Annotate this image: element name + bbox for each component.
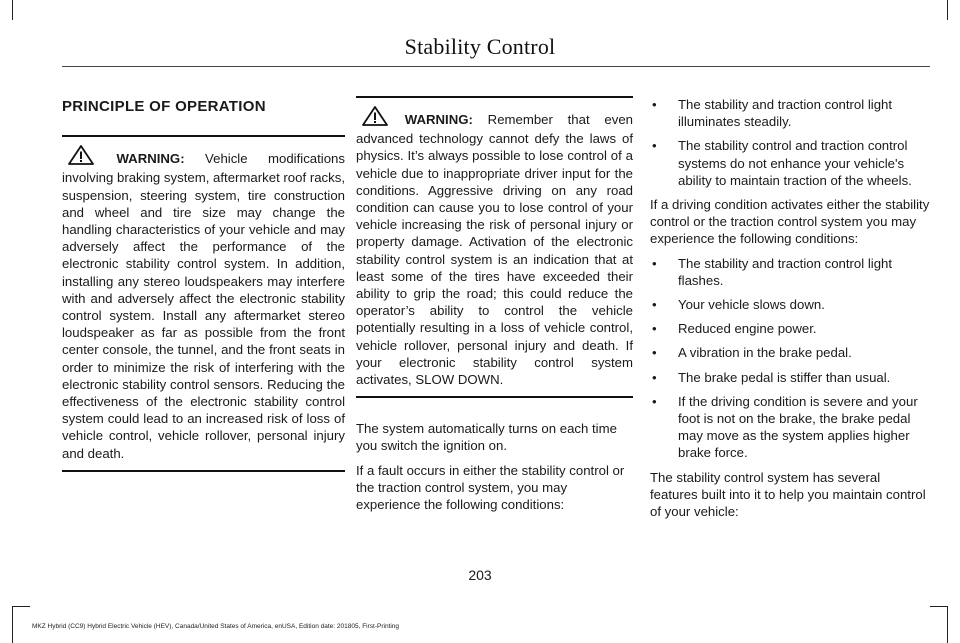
warning-label: WARNING: — [404, 112, 473, 127]
activation-conditions-list — [650, 255, 930, 462]
warning-triangle-icon — [68, 145, 94, 169]
column-3 — [650, 96, 930, 527]
warning-box-vehicle-modifications — [62, 135, 345, 472]
list-item: • The stability control and traction control systems do not enhance your vehicle's ability to maintain traction of the wheels. — [650, 137, 930, 189]
crop-mark-bottom-right-v — [947, 606, 948, 643]
list-item: • The brake pedal is stiffer than usual. — [650, 369, 930, 386]
paragraph-fault-conditions: If a fault occurs in either the stability control or the traction control system, you may experience the following conditions: — [356, 462, 625, 513]
list-item: • A vibration in the brake pedal. — [650, 344, 930, 361]
list-item: • The stability and traction control light illuminates steadily. — [650, 96, 930, 130]
list-item: • If the driving condition is severe and your foot is not on the brake, the brake pedal may move as the system applies higher brake force. — [650, 393, 930, 462]
crop-mark-bottom-left-v — [12, 606, 13, 643]
footer-edition-info: MKZ Hybrid (CC9) Hybrid Electric Vehicle (HEV), Canada/United States of America, enUSA, Edition date: 201805, First-Printing — [32, 623, 400, 630]
warning-label: WARNING: — [116, 151, 185, 167]
fault-conditions-list — [650, 96, 930, 189]
header-rule — [62, 66, 930, 67]
paragraph-auto-on: The system automatically turns on each time you switch the ignition on. — [356, 421, 617, 454]
crop-mark-bottom-right-h — [930, 606, 948, 607]
crop-mark-top-left-v — [12, 0, 13, 20]
paragraph-features-intro: The stability control system has several features built into it to help you maintain control of your vehicle: — [650, 469, 926, 520]
crop-mark-top-right-v — [947, 0, 948, 20]
list-item: • The stability and traction control light flashes. — [650, 255, 930, 289]
warning-box-laws-of-physics — [356, 96, 633, 398]
list-item: • Reduced engine power. — [650, 320, 930, 337]
column-2 — [356, 96, 633, 520]
paragraph-activation-conditions: If a driving condition activates either the stability control or the traction control system you may experience the following conditions: — [650, 197, 930, 247]
list-item: • Your vehicle slows down. — [650, 296, 930, 313]
warning-text: Vehicle modifications involving braking system, aftermarket roof racks, suspension, steering system, tire construction and wheel and tire size may change the handling characteristics of your vehicle and may adversely affect the performance of the electronic stability control system. In addition, installing any stereo loudspeakers may interfere with and adversely affect the electronic stability control system. Install any aftermarket stereo loudspeaker as far as possible from the front center console, the tunnel, and the front seats in order to minimize the risk of interfering with the electronic stability control sensors. Reducing the effectiveness of the electronic stability control system could lead to an increased risk of loss of vehicle control, vehicle rollover, personal injury and death. — [62, 151, 345, 461]
page-header-title: Stability Control — [404, 34, 556, 59]
column-1 — [62, 96, 345, 472]
page-number: 203 — [468, 567, 492, 583]
crop-mark-bottom-left-h — [12, 606, 30, 607]
warning-text: Remember that even advanced technology cannot defy the laws of physics. It’s always possible to lose control of a vehicle due to inappropriate driver input for the conditions. Aggressive driving on any road condition can cause you to lose control of your vehicle increasing the risk of personal injury or property damage. Activation of the electronic stability control system is an indication that at least some of the tires have exceeded their ability to grip the road; this could reduce the operator’s ability to control the vehicle potentially resulting in a loss of vehicle control, vehicle rollover, personal injury and death. If your electronic stability control system activates, SLOW DOWN. — [356, 112, 633, 388]
section-title: PRINCIPLE OF OPERATION — [62, 98, 266, 115]
warning-triangle-icon — [362, 106, 388, 130]
